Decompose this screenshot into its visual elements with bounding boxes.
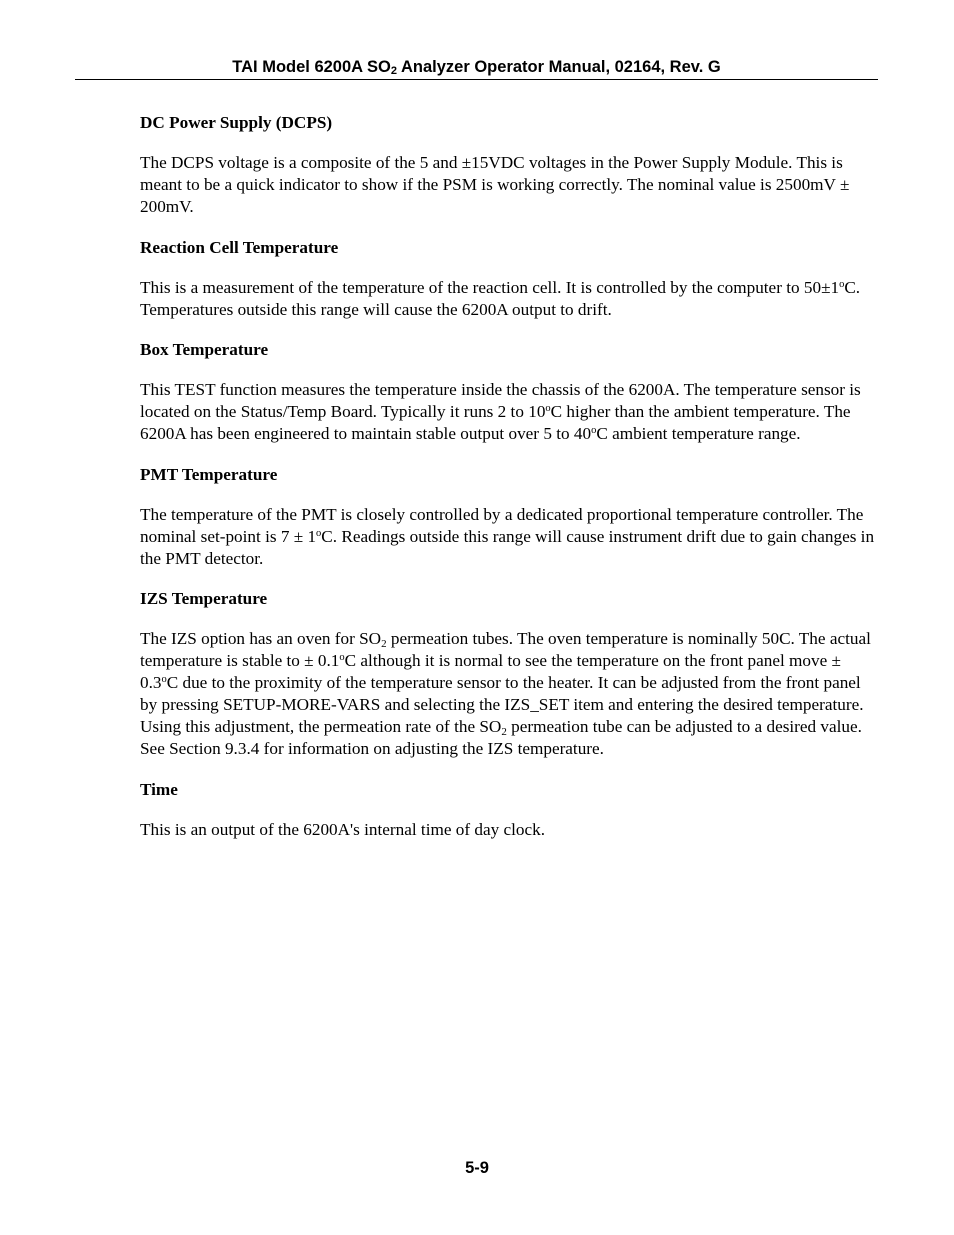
paragraph-text: C. Temperatures outside this range will cause the 6200A output to drift.	[140, 277, 861, 319]
section-paragraph	[140, 152, 875, 218]
degree-superscript: o	[545, 403, 551, 414]
header-title-text: TAI Model 6200A SO	[232, 58, 391, 76]
page-number: 5-9	[465, 1159, 489, 1177]
section-heading: Time	[140, 779, 178, 799]
manual-content	[140, 112, 875, 859]
section-heading: Reaction Cell Temperature	[140, 237, 339, 257]
paragraph-text: C ambient temperature range.	[596, 424, 801, 443]
chemical-subscript: 2	[381, 638, 387, 650]
header-title-subscript: 2	[390, 65, 398, 77]
paragraph-text: The temperature of the PMT is closely controlled by a dedicated proportional temperature controller. The nominal set-point is 7 ± 1	[140, 504, 864, 546]
degree-superscript: o	[839, 278, 845, 290]
header-title-text-rest: Analyzer Operator Manual, 02164, Rev. G	[397, 58, 721, 76]
paragraph-text: C. Readings outside this range will cause instrument drift due to gain changes in the PMT detector.	[140, 526, 875, 568]
page-header	[75, 56, 878, 80]
paragraph-text: The IZS option has an oven for SO	[140, 629, 382, 648]
paragraph-text: permeation tube can be adjusted to a desired value. See Section 9.3.4 for information on adjusting the IZS temperature.	[140, 717, 862, 758]
section-heading: IZS Temperature	[140, 589, 268, 608]
paragraph-text: The DCPS voltage is a composite of the 5 and ±15VDC voltages in the Power Supply Module. This is meant to be a quick indicator to show if the PSM is working correctly. The nominal value is 2500mV ± 200mV.	[140, 153, 850, 216]
section-paragraph	[140, 819, 875, 841]
degree-superscript: o	[161, 674, 167, 685]
degree-superscript: o	[316, 527, 322, 539]
section-paragraph	[140, 277, 875, 321]
paragraph-text: permeation tubes. The oven temperature is nominally 50C. The actual temperature is stable to ± 0.1	[140, 629, 871, 670]
section-heading: PMT Temperature	[140, 464, 278, 484]
paragraph-text: This is a measurement of the temperature of the reaction cell. It is controlled by the computer to 50±1	[140, 277, 840, 297]
paragraph-text: This is an output of the 6200A's internal time of day clock.	[140, 819, 546, 839]
section-paragraph	[140, 379, 875, 445]
chemical-subscript: 2	[501, 726, 507, 738]
section-paragraph	[140, 504, 875, 570]
degree-superscript: o	[339, 652, 345, 663]
section-heading: DC Power Supply (DCPS)	[140, 113, 333, 132]
paragraph-text: This TEST function measures the temperature inside the chassis of the 6200A. The temperature sensor is located on the Status/Temp Board. Typically it runs 2 to 10	[140, 380, 861, 421]
paragraph-text: C higher than the ambient temperature. The 6200A has been engineered to maintain stable output over 5 to 40	[140, 402, 851, 443]
paragraph-text: C due to the proximity of the temperature sensor to the heater. It can be adjusted from the front panel by pressing SETUP-MORE-VARS and selecting the IZS_SET item and entering the desired temperature. Using this adjustment, the permeation rate of the SO	[140, 673, 864, 736]
section-heading: Box Temperature	[140, 340, 269, 359]
section-paragraph	[140, 628, 875, 760]
degree-superscript: o	[591, 425, 597, 436]
paragraph-text: C although it is normal to see the temperature on the front panel move ± 0.3	[140, 651, 841, 692]
